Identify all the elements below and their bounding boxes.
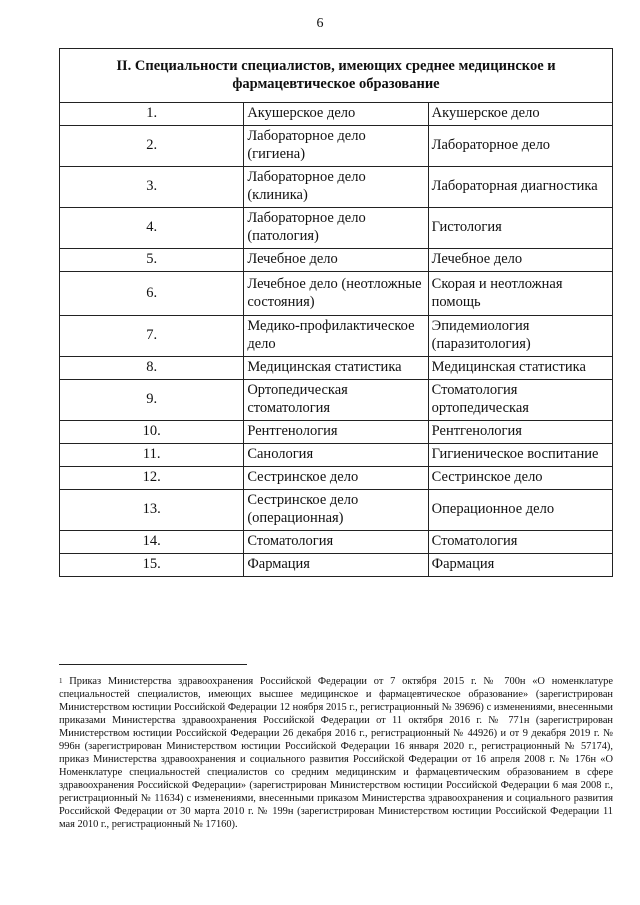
specialty-old-name: Санология xyxy=(244,444,428,467)
specialty-old-name: Медико-профилактическое дело xyxy=(244,316,428,357)
table-row xyxy=(60,380,613,421)
row-number: 8. xyxy=(60,357,244,380)
table-row xyxy=(60,167,613,208)
row-number: 6. xyxy=(60,272,244,316)
specialty-new-name: Стоматология ортопедическая xyxy=(428,380,612,421)
specialty-old-name: Медицинская статистика xyxy=(244,357,428,380)
footnote-text: Приказ Министерства здравоохранения Российской Федерации от 7 октября 2015 г. № 700н «О номенклатуре специальностей специалистов, имеющих высшее медицинское и фармацевтическое образование» (зарегистрирован Министерством юстиции Российской Федерации 12 ноября 2015 г., регистрационный № 39696) с изменениями, внесенными приказами Министерства здравоохранения Российской Федерации от 11 октября 2016 г. № 771н (зарегистрирован Министерством юстиции Российской Федерации 26 декабря 2016 г., регистрационный № 44926) и от 9 декабря 2019 г. № 996н (зарегистрирован Министерством юстиции Российской Федерации 16 января 2020 г., регистрационный № 57174), приказ Министерства здравоохранения и социального развития Российской Федерации от 16 апреля 2008 г. № 176н «О Номенклатуре специальностей специалистов со средним медицинским и фармацевтическим образованием в сфере здравоохранения Российской Федерации» (зарегистрирован Министерством юстиции Российской Федерации 6 мая 2008 г., регистрационный № 11634) с изменениями, внесенными приказом Министерства здравоохранения и социального развития Российской Федерации от 30 марта 2010 г. № 199н (зарегистрирован Министерством юстиции Российской Федерации 11 мая 2010 г., регистрационный № 17160). xyxy=(59,676,613,830)
page-number: 6 xyxy=(316,16,324,31)
row-number: 11. xyxy=(60,444,244,467)
specialties-table xyxy=(59,48,613,577)
table-heading: II. Специальности специалистов, имеющих среднее медицинское и фармацевтическое образование xyxy=(60,49,613,103)
row-number: 15. xyxy=(60,554,244,577)
row-number: 13. xyxy=(60,490,244,531)
table-row xyxy=(60,490,613,531)
specialty-new-name: Операционное дело xyxy=(428,490,612,531)
specialty-new-name: Скорая и неотложная помощь xyxy=(428,272,612,316)
row-number: 2. xyxy=(60,126,244,167)
specialty-old-name: Лабораторное дело (клиника) xyxy=(244,167,428,208)
table-row xyxy=(60,316,613,357)
table-body xyxy=(60,103,613,577)
table-row xyxy=(60,249,613,272)
footnote xyxy=(59,675,613,831)
specialty-old-name: Акушерское дело xyxy=(244,103,428,126)
specialty-old-name: Стоматология xyxy=(244,531,428,554)
specialty-old-name: Лабораторное дело (патология) xyxy=(244,208,428,249)
footnote-separator xyxy=(59,664,247,665)
specialty-new-name: Гигиеническое воспитание xyxy=(428,444,612,467)
specialty-new-name: Сестринское дело xyxy=(428,467,612,490)
table-heading-row xyxy=(60,49,613,103)
row-number: 4. xyxy=(60,208,244,249)
specialty-old-name: Сестринское дело xyxy=(244,467,428,490)
table-row xyxy=(60,103,613,126)
specialty-old-name: Лабораторное дело (гигиена) xyxy=(244,126,428,167)
specialty-new-name: Гистология xyxy=(428,208,612,249)
row-number: 12. xyxy=(60,467,244,490)
table-row xyxy=(60,444,613,467)
row-number: 1. xyxy=(60,103,244,126)
table-row xyxy=(60,208,613,249)
specialty-old-name: Лечебное дело xyxy=(244,249,428,272)
specialty-new-name: Акушерское дело xyxy=(428,103,612,126)
table-row xyxy=(60,272,613,316)
table-row xyxy=(60,531,613,554)
specialty-new-name: Эпидемиология (паразитология) xyxy=(428,316,612,357)
specialty-old-name: Ортопедическая стоматология xyxy=(244,380,428,421)
specialty-new-name: Фармация xyxy=(428,554,612,577)
specialty-old-name: Сестринское дело (операционная) xyxy=(244,490,428,531)
specialty-new-name: Лабораторная диагностика xyxy=(428,167,612,208)
row-number: 7. xyxy=(60,316,244,357)
table-row xyxy=(60,467,613,490)
specialty-new-name: Стоматология xyxy=(428,531,612,554)
specialty-new-name: Медицинская статистика xyxy=(428,357,612,380)
row-number: 9. xyxy=(60,380,244,421)
specialty-new-name: Лабораторное дело xyxy=(428,126,612,167)
table-row xyxy=(60,357,613,380)
table-row xyxy=(60,554,613,577)
specialty-new-name: Лечебное дело xyxy=(428,249,612,272)
row-number: 5. xyxy=(60,249,244,272)
specialty-new-name: Рентгенология xyxy=(428,421,612,444)
footnote-marker: 1 xyxy=(59,677,63,685)
row-number: 10. xyxy=(60,421,244,444)
specialty-old-name: Лечебное дело (неотложные состояния) xyxy=(244,272,428,316)
row-number: 14. xyxy=(60,531,244,554)
table-row xyxy=(60,126,613,167)
table-row xyxy=(60,421,613,444)
specialty-old-name: Фармация xyxy=(244,554,428,577)
specialty-old-name: Рентгенология xyxy=(244,421,428,444)
row-number: 3. xyxy=(60,167,244,208)
